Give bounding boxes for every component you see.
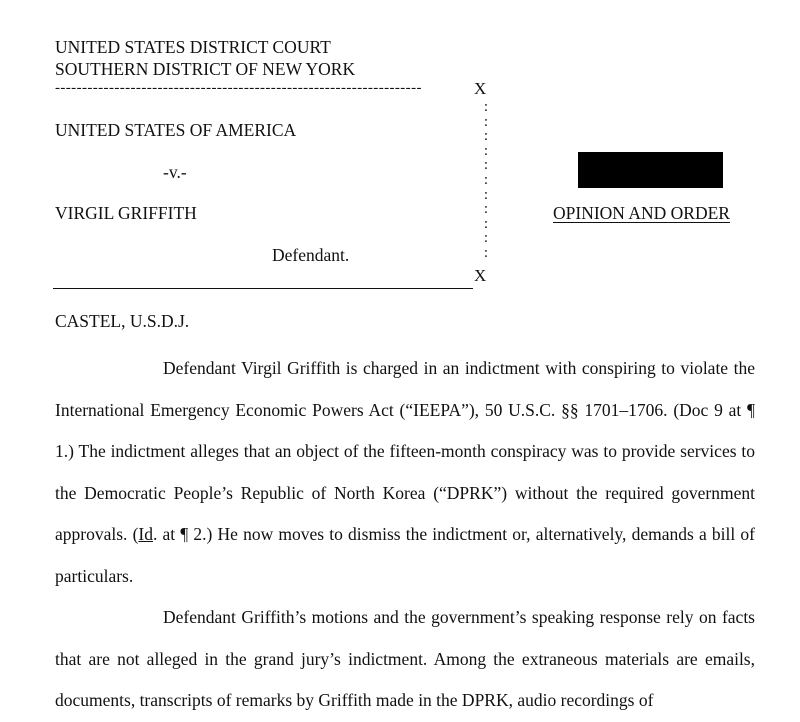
judge-signature-line: CASTEL, U.S.D.J. [55, 311, 190, 331]
plaintiff-name: UNITED STATES OF AMERICA [55, 120, 297, 140]
court-district: SOUTHERN DISTRICT OF NEW YORK [55, 59, 356, 79]
opinion-body [55, 348, 755, 722]
caption-colon: : [483, 244, 489, 261]
caption-solid-rule [53, 288, 473, 289]
defendant-label: Defendant. [272, 245, 350, 265]
caption-colon: : [483, 201, 489, 218]
caption-colon: : [483, 128, 489, 145]
id-citation: Id [138, 524, 153, 544]
caption-colon: : [483, 157, 489, 174]
court-name: UNITED STATES DISTRICT COURT [55, 37, 331, 57]
order-title: OPINION AND ORDER [553, 203, 730, 223]
defendant-name: VIRGIL GRIFFITH [55, 203, 197, 223]
caption-colon: : [483, 171, 489, 188]
versus-label: -v.- [163, 162, 187, 182]
paragraph-1-text-cont: . at ¶ 2.) He now moves to dismiss the indictment or, alternatively, demands a bill of particulars. [55, 524, 755, 586]
caption-colon: : [483, 186, 489, 203]
caption-x-top: X [474, 79, 487, 98]
caption-colon: : [483, 142, 489, 159]
paragraph-1 [55, 348, 755, 597]
caption-colon: : [483, 113, 489, 130]
caption-colon: : [483, 99, 489, 115]
caption-colon: : [483, 230, 489, 247]
caption-colon: : [483, 215, 489, 232]
caption-colon-column [480, 100, 492, 261]
caption-dashed-rule: -------------------------------------------------------------------- [55, 80, 422, 96]
caption-x-bottom: X [474, 266, 487, 285]
paragraph-2: Defendant Griffith’s motions and the government’s speaking response rely on facts that are not alleged in the grand jury’s indictment. Among the extraneous materials are emails, documents, transcripts of remarks by Griffith made in the DPRK, audio recordings of [55, 607, 755, 710]
redaction-box [578, 152, 723, 188]
paragraph-1-text: Defendant Virgil Griffith is charged in an indictment with conspiring to violate the International Emergency Economic Powers Act (“IEEPA”), 50 U.S.C. §§ 1701–1706. (Doc 9 at ¶ 1.) The indictment alleges that an object of the fifteen-month conspiracy was to provide services to the Democratic People’s Republic of North Korea (“DPRK”) without the required government approvals. ( [55, 358, 755, 544]
